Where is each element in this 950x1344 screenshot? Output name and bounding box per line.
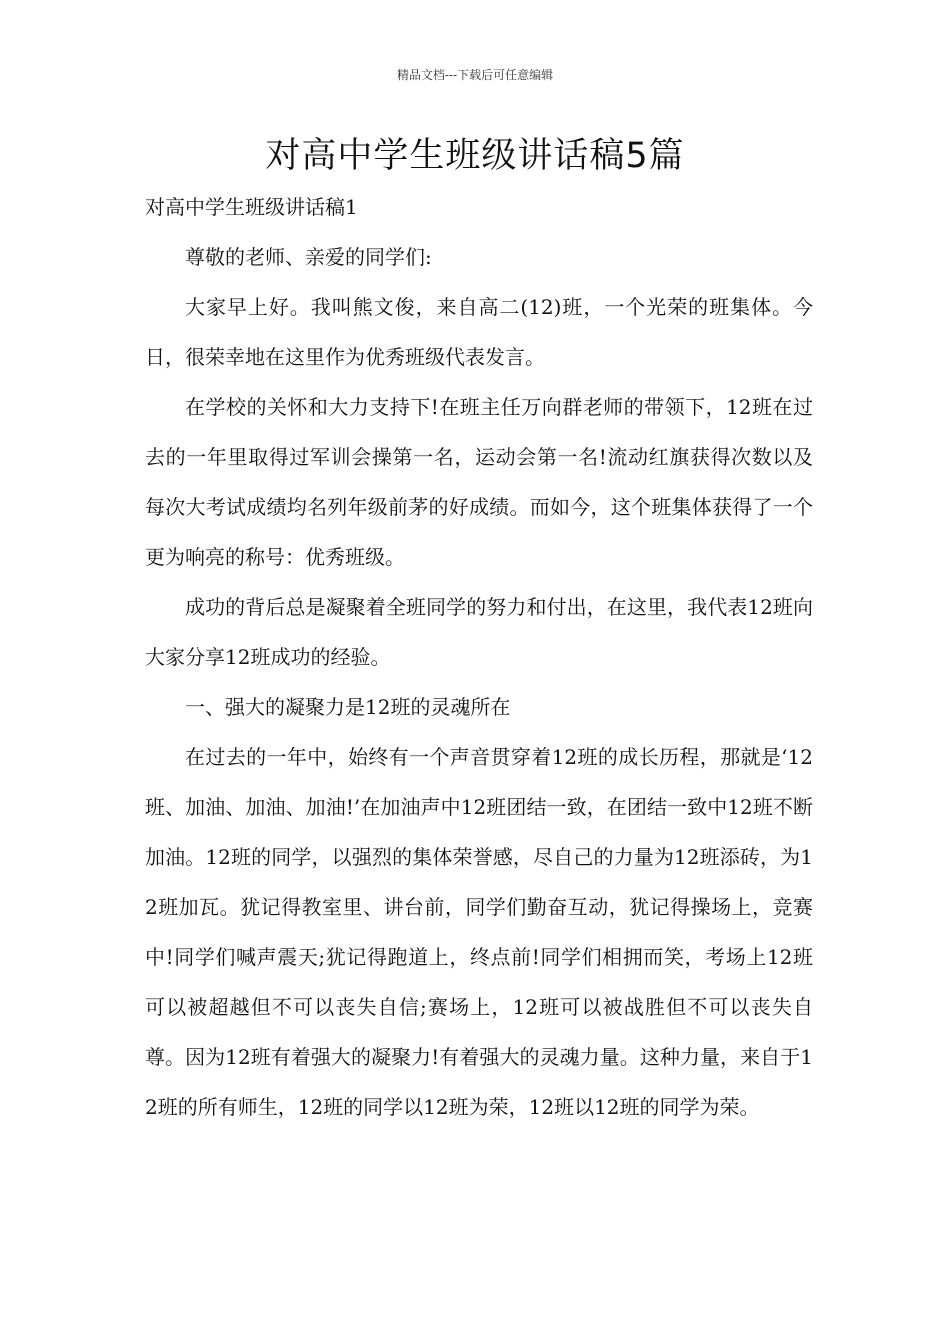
- document-title: 对高中学生班级讲话稿5篇: [265, 136, 685, 176]
- paragraph-sharing: 成功的背后总是凝聚着全班同学的努力和付出，在这里，我代表12班向大家分享12班成功的经验。: [145, 595, 813, 669]
- section-heading: 对高中学生班级讲话稿1: [145, 195, 358, 219]
- paragraph-cohesion: 在过去的一年中，始终有一个声音贯穿着12班的成长历程，那就是‘12班、加油、加油、加油!’在加油声中12班团结一致，在团结一致中12班不断加油。12班的同学，以强烈的集体荣誉感，尽自己的力量为12班添砖，为12班加瓦。犹记得教室里、讲台前，同学们勤奋互动，犹记得操场上，竞赛中!同学们喊声震天;犹记得跑道上，终点前!同学们相拥而笑，考场上12班可以被超越但不可以丧失自信;赛场上，12班可以被战胜但不可以丧失自尊。因为12班有着强大的凝聚力!有着强大的灵魂力量。这种力量，来自于12班的所有师生，12班的同学以12班为荣，12班以12班的同学为荣。: [145, 745, 813, 1119]
- header-note: 精品文档---下载后可任意编辑: [396, 68, 554, 82]
- document-body: [145, 182, 813, 1132]
- paragraph-salutation: 尊敬的老师、亲爱的同学们:: [185, 245, 432, 269]
- paragraph-achievements: 在学校的关怀和大力支持下!在班主任万向群老师的带领下，12班在过去的一年里取得过军训会操第一名，运动会第一名!流动红旗获得次数以及每次大考试成绩均名列年级前茅的好成绩。而如今，这个班集体获得了一个更为响亮的称号：优秀班级。: [145, 395, 813, 569]
- paragraph-point-one-heading: 一、强大的凝聚力是12班的灵魂所在: [185, 695, 511, 719]
- paragraph-greeting: 大家早上好。我叫熊文俊，来自高二(12)班，一个光荣的班集体。今日，很荣幸地在这里作为优秀班级代表发言。: [145, 295, 813, 369]
